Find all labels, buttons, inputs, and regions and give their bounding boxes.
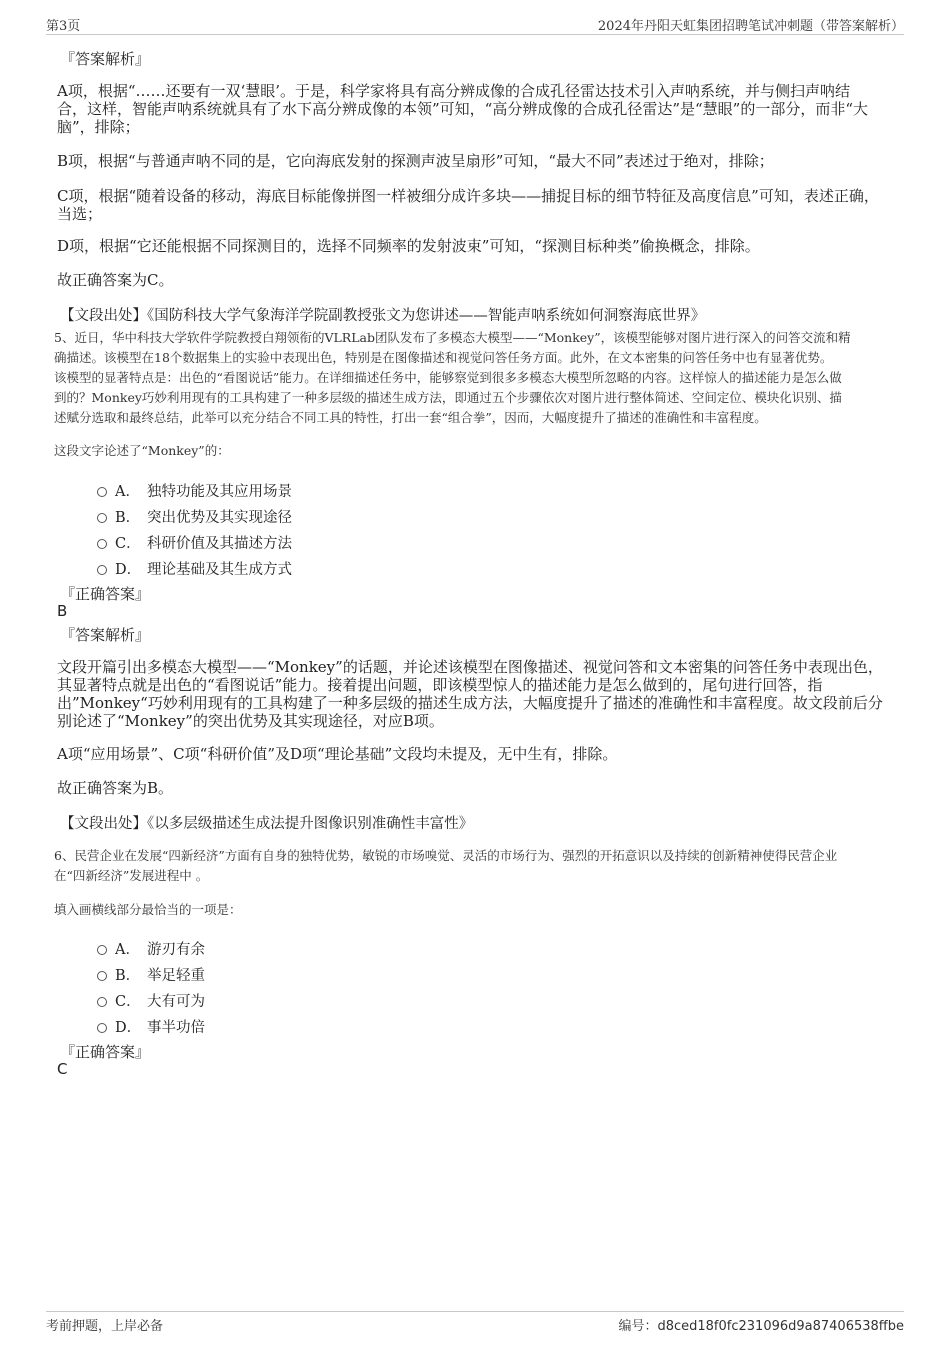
q4-analysis-c-line: 当选； bbox=[57, 205, 103, 223]
option-text: 举足轻重 bbox=[147, 968, 205, 984]
option-letter: B． bbox=[115, 968, 141, 984]
radio-icon[interactable] bbox=[97, 565, 107, 575]
q5-prompt: 这段文字论述了“Monkey”的： bbox=[54, 443, 230, 458]
document-id bbox=[618, 1315, 904, 1334]
document-id-value: d8ced18f0fc231096d9a87406538ffbe bbox=[657, 1319, 904, 1334]
q4-analysis-c bbox=[57, 187, 879, 223]
q5-answer: B bbox=[57, 602, 68, 620]
q5-exclude: A项“应用场景”、C项“科研价值”及D项“理论基础”文段均未提及，无中生有，排除。 bbox=[57, 745, 618, 763]
radio-icon[interactable] bbox=[97, 945, 107, 955]
option-letter: B． bbox=[115, 510, 141, 526]
q5-analysis-line: 出”Monkey“巧妙利用现有的工具构建了一种多层级的描述生成方法，大幅度提升了描述的准确性和丰富程度。故文段前后分 bbox=[57, 694, 883, 712]
option-letter: D． bbox=[115, 562, 142, 578]
q6-answer: C bbox=[57, 1060, 68, 1078]
q5-analysis bbox=[57, 658, 883, 730]
option-text: 事半功倍 bbox=[147, 1020, 205, 1036]
option-letter: D． bbox=[115, 1020, 142, 1036]
document-title: 2024年丹阳天虹集团招聘笔试冲刺题（带答案解析） bbox=[597, 19, 904, 34]
q4-source: 【文段出处】《国防科技大学气象海洋学院副教授张文为您讲述——智能声呐系统如何洞察海底世界》 bbox=[60, 308, 706, 324]
q5-source: 【文段出处】《以多层级描述生成法提升图像识别准确性丰富性》 bbox=[60, 816, 474, 832]
q4-conclusion: 故正确答案为C。 bbox=[57, 271, 174, 289]
q5-stem-line: 该模型的显著特点是：出色的“看图说话”能力。在详细描述任务中，能够察觉到很多多模态大模型所忽略的内容。这样惊人的描述能力是怎么做 bbox=[54, 370, 842, 385]
q5-analysis-line: 文段开篇引出多模态大模型——“Monkey”的话题，并论述该模型在图像描述、视觉问答和文本密集的问答任务中表现出色， bbox=[57, 658, 883, 676]
q6-stem-line: 6、民营企业在发展“四新经济”方面有自身的独特优势，敏锐的市场嗅觉、灵活的市场行为、强烈的开拓意识以及持续的创新精神使得民营企业 bbox=[54, 848, 838, 863]
q5-stem-line: 述赋分选取和最终总结，此举可以充分结合不同工具的特性，打出一套“组合拳”，因而，大幅度提升了描述的准确性和丰富程度。 bbox=[54, 410, 767, 425]
option-text: 游刃有余 bbox=[147, 942, 205, 958]
page-header bbox=[46, 12, 904, 35]
q6-stem bbox=[54, 846, 837, 886]
q4-analysis-a-line: 脑”，排除； bbox=[57, 118, 140, 136]
q5-stem-line: 到的？Monkey巧妙利用现有的工具构建了一种多层级的描述生成方法，即通过五个步骤依次对图片进行整体简述、空间定位、模块化识别、描 bbox=[54, 390, 842, 405]
option-letter: C． bbox=[115, 536, 141, 552]
q5-stem bbox=[54, 328, 851, 428]
q6-prompt: 填入画横线部分最恰当的一项是： bbox=[54, 902, 242, 917]
q4-analysis-d: D项，根据“它还能根据不同探测目的，选择不同频率的发射波束”可知，“探测目标种类”偷换概念，排除。 bbox=[57, 237, 760, 255]
q4-analysis-a-line: 合，这样，智能声呐系统就具有了水下高分辨成像的本领”可知，“高分辨成像的合成孔径雷达”是“慧眼”的一部分，而非“大 bbox=[57, 100, 869, 118]
radio-icon[interactable] bbox=[97, 997, 107, 1007]
footer-slogan: 考前押题，上岸必备 bbox=[46, 1319, 164, 1334]
option-text: 独特功能及其应用场景 bbox=[147, 484, 292, 500]
option-text: 大有可为 bbox=[147, 994, 205, 1010]
q5-stem-line: 5、近日，华中科技大学软件学院教授白翔领衔的VLRLab团队发布了多模态大模型——“Monkey”，该模型能够对图片进行深入的问答交流和精 bbox=[54, 330, 851, 345]
q4-analysis-a-line: A项，根据“……还要有一双‘慧眼’。于是，科学家将具有高分辨成像的合成孔径雷达技术引入声呐系统，并与侧扫声呐结 bbox=[57, 82, 851, 100]
q4-analysis-b: B项，根据“与普通声呐不同的是，它向海底发射的探测声波呈扇形”可知，“最大不同”表述过于绝对，排除； bbox=[57, 152, 774, 170]
q5-answer-label: 『正确答案』 bbox=[60, 585, 151, 603]
q5-analysis-line: 其显著特点就是出色的“看图说话”能力。接着提出问题，即该模型惊人的描述能力是怎么做到的，尾句进行回答，指 bbox=[57, 676, 823, 694]
document-id-label: 编号： bbox=[618, 1319, 658, 1334]
q5-conclusion: 故正确答案为B。 bbox=[57, 779, 174, 797]
radio-icon[interactable] bbox=[97, 539, 107, 549]
radio-icon[interactable] bbox=[97, 971, 107, 981]
page-footer bbox=[46, 1311, 904, 1336]
option-text: 理论基础及其生成方式 bbox=[147, 562, 292, 578]
q5-analysis-line: 别论述了“Monkey”的突出优势及其实现途径，对应B项。 bbox=[57, 712, 444, 730]
option-letter: A． bbox=[115, 484, 140, 500]
option-letter: C． bbox=[115, 994, 141, 1010]
q6-answer-label: 『正确答案』 bbox=[60, 1043, 151, 1061]
q5-stem-line: 确描述。该模型在18个数据集上的实验中表现出色，特别是在图像描述和视觉问答任务方面。此外，在文本密集的问答任务中也有显著优势。 bbox=[54, 350, 833, 365]
q6-stem-line: 在“四新经济”发展进程中 。 bbox=[54, 868, 209, 883]
option-text: 科研价值及其描述方法 bbox=[147, 536, 292, 552]
q4-analysis-a bbox=[57, 82, 868, 136]
option-letter: A． bbox=[115, 942, 140, 958]
radio-icon[interactable] bbox=[97, 487, 107, 497]
q4-analysis-label: 『答案解析』 bbox=[60, 50, 151, 68]
q5-analysis-label: 『答案解析』 bbox=[60, 626, 151, 644]
q4-analysis-c-line: C项，根据“随着设备的移动，海底目标能像拼图一样被细分成许多块——捕捉目标的细节特征及高度信息”可知，表述正确， bbox=[57, 187, 879, 205]
page-number: 第3页 bbox=[46, 19, 81, 34]
option-text: 突出优势及其实现途径 bbox=[147, 510, 292, 526]
radio-icon[interactable] bbox=[97, 1023, 107, 1033]
radio-icon[interactable] bbox=[97, 513, 107, 523]
